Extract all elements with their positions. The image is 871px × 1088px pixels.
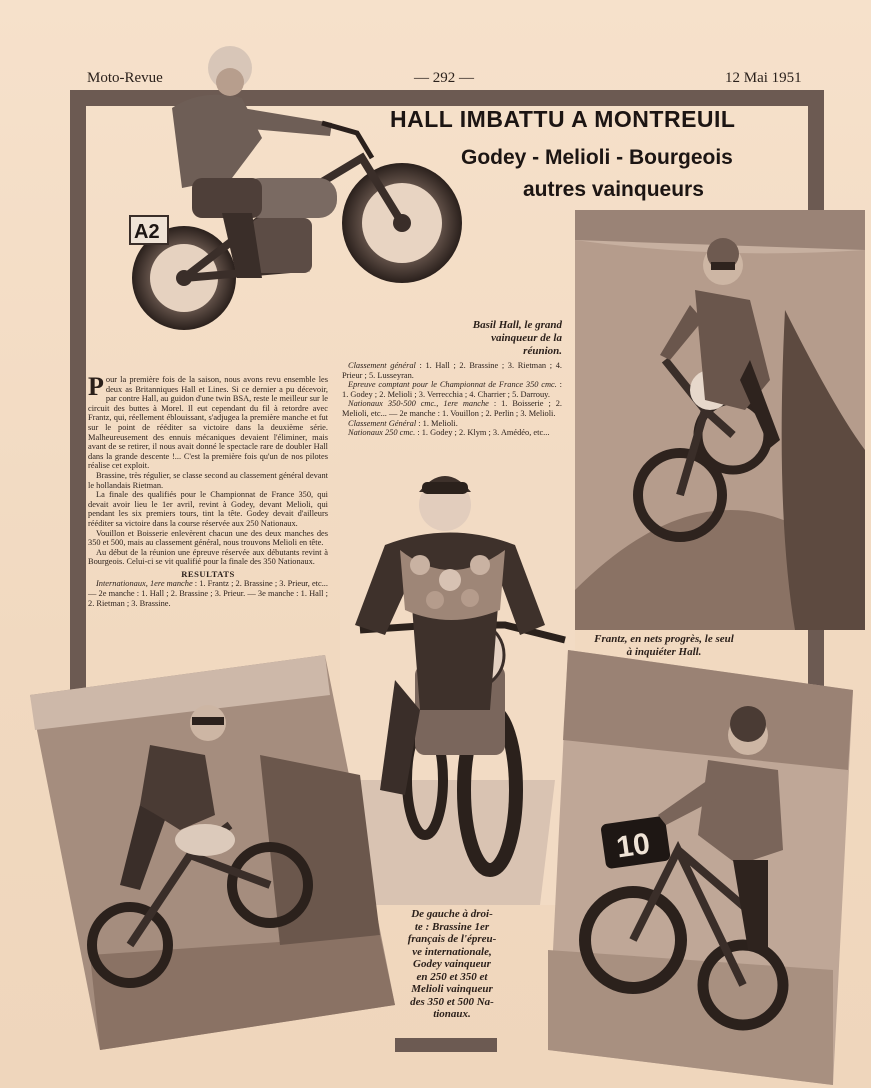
results-intl-text: : 1. Frantz ; 2. Brassine ; 3. Prieur, etc... — 2e manche : 1. Hall ; 2. Brassine ; 3. Prieur. — 3e manche : 1. Hall ; 2. Rietman ; 3. Brassine. xyxy=(88,579,328,608)
caption-hall-line3: réunion. xyxy=(523,345,562,357)
caption-hall-line2: vainqueur de la xyxy=(491,332,562,344)
issue-date: 12 Mai 1951 xyxy=(725,70,802,86)
photo-frantz-hill xyxy=(575,210,865,630)
results-column xyxy=(342,361,562,438)
results-champ-label: Epreuve comptant pour le Championnat de France 350 cmc. xyxy=(348,380,557,390)
photo-number-label: 10 xyxy=(614,827,653,865)
caption-godey-line7: Melioli vainqueur xyxy=(411,983,493,995)
results-nat250-label: Nationaux 250 cmc. xyxy=(348,428,416,438)
caption-godey-line1: De gauche à droi- xyxy=(411,908,493,920)
results-general-text: : 1. Hall ; 2. Brassine ; 3. Rietman ; 4. Prieur ; 5. Lusseyran. xyxy=(342,361,562,380)
article-subhead-line2: autres vainqueurs xyxy=(523,178,704,201)
caption-basil-hall xyxy=(430,319,562,358)
caption-godey-melioli xyxy=(396,908,508,1021)
results-intl-label: Internationaux, 1ere manche xyxy=(96,579,193,589)
caption-godey-line3: français de l'épreu- xyxy=(407,933,497,945)
caption-godey-line2: te : Brassine 1er xyxy=(414,920,490,933)
results-nat-label: Nationaux 350-500 cmc., 1ere manche xyxy=(348,399,489,409)
magazine-name: Moto-Revue xyxy=(87,70,163,86)
caption-godey-line4: ve internationale, xyxy=(412,945,492,958)
frame-rule-left xyxy=(70,90,86,692)
photo-brassine-jump xyxy=(30,655,395,1050)
caption-frantz-line2: à inquiéter Hall. xyxy=(626,646,702,658)
caption-frantz-line1: Frantz, en nets progrès, le seul xyxy=(594,633,734,645)
article-para-1: our la première fois de la saison, nous avons revu ensemble les deux as Britanniques Hall et Lines. Si ce dernier a pu décevoir, par contre Hall, au guidon d'une twin BSA, reste le meilleur sur le circuit des buttes à Morel. Il eut cependant du fil à retordre avec Frantz, qui, réellement éblouissant, s'adjugea la première manche et fut sur le point de rééditer sa victoire dans la deuxième série. Malheureusement des ennuis mécaniques devaient l'éliminer, mais avant de se retirer, il nous avait donné le spectacle rare de doubler Hall dans la grande descente !... C'est la première fois qu'un de nos pilotes réalise cet exploit. xyxy=(88,375,328,471)
caption-godey-line9: tionaux. xyxy=(433,1008,471,1020)
results-champ-text: : 1. Godey ; 2. Melioli ; 3. Verrecchia ; 4. Charrier ; 5. Darrouy. xyxy=(342,380,562,399)
results-heading: RESULTATS xyxy=(181,568,235,579)
caption-godey-line8: des 350 et 500 Na- xyxy=(410,995,494,1008)
caption-hall-line1: Basil Hall, le grand xyxy=(472,319,562,331)
article-para-5: Au début de la réunion une épreuve réservée aux débutants revint à Bourgeois. Celui-ci se vit qualifié pour la finale des 350 Nationaux. xyxy=(88,547,328,567)
results-nat250-text: : 1. Godey ; 2. Klym ; 3. Amédéo, etc... xyxy=(415,428,550,438)
results-general-label: Classement général xyxy=(348,361,416,370)
photo-rider-number-10 xyxy=(548,650,853,1085)
article-dropcap: P xyxy=(88,372,104,401)
results-nat-general-text: : 1. Melioli. xyxy=(416,418,458,428)
photo-hero-rider xyxy=(112,28,552,348)
results-nat-general-label: Classement Général xyxy=(348,418,417,428)
page-number: — 292 — xyxy=(414,70,474,86)
article-para-3: La finale des qualifiés pour le Championnat de France 350, qui devait avoir lieu le 1er avril, revint à Godey, devant Melioli, qui pendant les six premiers tours, tint la tête. Godey devait d'ailleurs rééditer sa victoire dans la course réservée aux 250 Nationaux. xyxy=(88,490,328,528)
article-para-4: Vouillon et Boisserie enlevèrent chacun une des deux manches des 350 et 500, mais au classement général, nous trouvons Melioli en tête. xyxy=(88,528,328,548)
hero-plate-label: A2 xyxy=(134,221,160,243)
article-headline: HALL IMBATTU A MONTREUIL xyxy=(390,106,736,132)
results-nat-text: : 1. Boisserie ; 2. Melioli, etc... — 2e manche : 1. Vouillon ; 2. Perlin ; 3. Melioli. xyxy=(342,399,563,418)
article-body xyxy=(88,372,328,608)
frame-rule-bottom xyxy=(395,1038,497,1052)
article-para-2: Brassine, très régulier, se classe second au classement général devant le hollandais Rietman. xyxy=(88,470,328,490)
article-subhead-line1: Godey - Melioli - Bourgeois xyxy=(461,146,733,169)
caption-godey-line6: en 250 et 350 et xyxy=(416,970,488,983)
caption-godey-line5: Godey vainqueur xyxy=(413,958,491,970)
